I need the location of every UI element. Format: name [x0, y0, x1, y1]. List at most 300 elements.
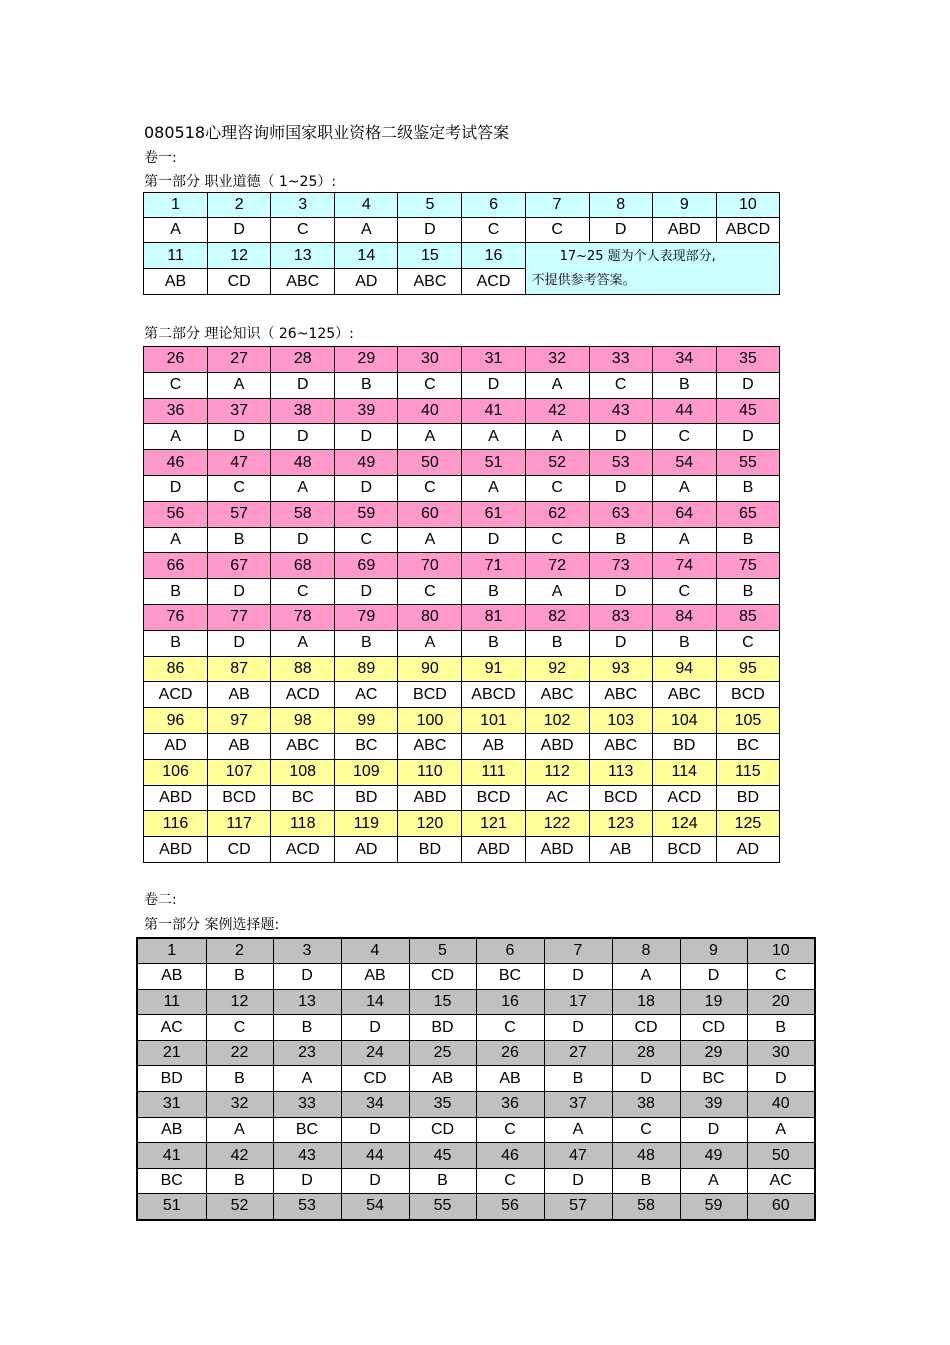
question-number-cell: 106 [144, 759, 208, 785]
answer-cell: CD [341, 1066, 409, 1092]
table-row [137, 989, 815, 1015]
question-number-cell: 9 [652, 193, 716, 218]
answer-cell: B [525, 630, 589, 656]
answer-cell: B [747, 1015, 815, 1041]
question-number-cell: 46 [476, 1143, 544, 1169]
answer-cell: C [208, 475, 271, 501]
table-row [137, 1066, 815, 1092]
question-number-cell: 98 [271, 708, 335, 734]
question-number-cell: 110 [398, 759, 462, 785]
question-number-cell: 40 [747, 1092, 815, 1118]
question-number-cell: 23 [273, 1040, 341, 1066]
question-number-cell: 20 [747, 989, 815, 1015]
answer-cell: C [462, 218, 525, 243]
question-number-cell: 80 [398, 604, 462, 630]
question-number-cell: 81 [462, 604, 525, 630]
question-number-cell: 3 [271, 193, 335, 218]
answer-cell: AD [335, 837, 398, 863]
question-number-cell: 62 [525, 501, 589, 527]
answer-cell: B [589, 527, 652, 553]
answer-cell: D [271, 424, 335, 450]
question-number-cell: 45 [409, 1143, 476, 1169]
answer-cell: ABC [652, 682, 716, 708]
answer-cell: B [144, 630, 208, 656]
answer-cell: C [652, 579, 716, 605]
answer-cell: D [589, 579, 652, 605]
question-number-cell: 53 [589, 450, 652, 476]
answer-cell: AD [144, 733, 208, 759]
table-row [144, 372, 780, 398]
question-number-cell: 118 [271, 811, 335, 837]
answer-cell: A [525, 579, 589, 605]
table-row [144, 527, 780, 553]
answer-cell: D [335, 475, 398, 501]
answer-cell: D [273, 964, 341, 990]
question-number-cell: 57 [544, 1194, 612, 1220]
question-number-cell: 84 [652, 604, 716, 630]
answer-cell: ABC [398, 733, 462, 759]
answer-cell: ABD [462, 837, 525, 863]
question-number-cell: 114 [652, 759, 716, 785]
answer-cell: ABC [525, 682, 589, 708]
question-number-cell: 74 [652, 553, 716, 579]
answer-cell: ABCD [462, 682, 525, 708]
question-number-cell: 30 [747, 1040, 815, 1066]
answer-cell: ABCD [716, 218, 779, 243]
answer-cell: AB [144, 269, 208, 295]
question-number-cell: 27 [544, 1040, 612, 1066]
question-number-cell: 104 [652, 708, 716, 734]
table-row [144, 424, 780, 450]
case-answer-table [136, 937, 816, 1221]
table-row [137, 1194, 815, 1220]
question-number-cell: 16 [462, 243, 525, 269]
answer-cell: A [462, 424, 525, 450]
question-number-cell: 68 [271, 553, 335, 579]
question-number-cell: 43 [589, 398, 652, 424]
question-number-cell: 60 [747, 1194, 815, 1220]
table-row [144, 475, 780, 501]
answer-cell: D [208, 218, 271, 243]
table-row [144, 553, 780, 579]
question-number-cell: 46 [144, 450, 208, 476]
question-number-cell: 58 [271, 501, 335, 527]
answer-cell: D [335, 424, 398, 450]
question-number-cell: 51 [462, 450, 525, 476]
question-number-cell: 108 [271, 759, 335, 785]
answer-cell: BD [137, 1066, 206, 1092]
table-row [144, 656, 780, 682]
table-row [144, 193, 780, 218]
answer-cell: D [208, 424, 271, 450]
answer-cell: AD [716, 837, 779, 863]
question-number-cell: 112 [525, 759, 589, 785]
question-number-cell: 107 [208, 759, 271, 785]
question-number-cell: 97 [208, 708, 271, 734]
answer-cell: A [271, 475, 335, 501]
question-number-cell: 38 [612, 1092, 680, 1118]
answer-cell: ABC [271, 269, 335, 295]
answer-cell: AB [208, 733, 271, 759]
answer-cell: C [476, 1168, 544, 1194]
answer-cell: ABC [589, 682, 652, 708]
answer-cell: B [652, 630, 716, 656]
question-number-cell: 3 [273, 938, 341, 964]
answer-cell: BC [716, 733, 779, 759]
question-number-cell: 13 [271, 243, 335, 269]
page-title: 080518心理咨询师国家职业资格二级鉴定考试答案 [144, 123, 510, 142]
note-line: 17~25 题为个人表现部分, [559, 248, 716, 264]
table-row [137, 1168, 815, 1194]
answer-cell: BCD [462, 785, 525, 811]
question-number-cell: 122 [525, 811, 589, 837]
table-row [144, 398, 780, 424]
question-number-cell: 45 [716, 398, 779, 424]
question-number-cell: 27 [208, 347, 271, 373]
question-number-cell: 12 [206, 989, 273, 1015]
question-number-cell: 16 [476, 989, 544, 1015]
answer-cell: D [716, 372, 779, 398]
answer-cell: D [589, 475, 652, 501]
question-number-cell: 29 [335, 347, 398, 373]
question-number-cell: 32 [525, 347, 589, 373]
answer-cell: B [462, 579, 525, 605]
answer-cell: A [398, 527, 462, 553]
answer-cell: BC [271, 785, 335, 811]
question-number-cell: 39 [335, 398, 398, 424]
question-number-cell: 34 [652, 347, 716, 373]
question-number-cell: 44 [341, 1143, 409, 1169]
answer-cell: B [652, 372, 716, 398]
answer-cell: C [612, 1117, 680, 1143]
table-row [144, 837, 780, 863]
question-number-cell: 50 [398, 450, 462, 476]
question-number-cell: 94 [652, 656, 716, 682]
answer-cell: D [273, 1168, 341, 1194]
question-number-cell: 54 [652, 450, 716, 476]
question-number-cell: 32 [206, 1092, 273, 1118]
answer-cell: A [271, 630, 335, 656]
question-number-cell: 59 [680, 1194, 747, 1220]
answer-cell: ABC [589, 733, 652, 759]
answer-cell: A [747, 1117, 815, 1143]
answer-cell: D [680, 1117, 747, 1143]
answer-cell: BCD [716, 682, 779, 708]
question-number-cell: 37 [208, 398, 271, 424]
question-number-cell: 41 [137, 1143, 206, 1169]
answer-cell: A [612, 964, 680, 990]
question-number-cell: 33 [273, 1092, 341, 1118]
question-number-cell: 1 [137, 938, 206, 964]
answer-cell: A [335, 218, 398, 243]
answer-cell: D [341, 1117, 409, 1143]
question-number-cell: 90 [398, 656, 462, 682]
question-number-cell: 96 [144, 708, 208, 734]
table-row [144, 218, 780, 243]
answer-cell: ACD [462, 269, 525, 295]
question-number-cell: 40 [398, 398, 462, 424]
question-number-cell: 49 [335, 450, 398, 476]
question-number-cell: 11 [144, 243, 208, 269]
question-number-cell: 26 [476, 1040, 544, 1066]
answer-cell: D [462, 527, 525, 553]
question-number-cell: 86 [144, 656, 208, 682]
answer-cell: A [544, 1117, 612, 1143]
question-number-cell: 35 [409, 1092, 476, 1118]
answer-cell: D [208, 630, 271, 656]
question-number-cell: 99 [335, 708, 398, 734]
question-number-cell: 2 [206, 938, 273, 964]
answer-cell: B [409, 1168, 476, 1194]
question-number-cell: 2 [208, 193, 271, 218]
question-number-cell: 14 [335, 243, 398, 269]
answer-cell: AB [208, 682, 271, 708]
answer-cell: CD [208, 269, 271, 295]
answer-cell: D [341, 1168, 409, 1194]
question-number-cell: 43 [273, 1143, 341, 1169]
question-number-cell: 105 [716, 708, 779, 734]
question-number-cell: 58 [612, 1194, 680, 1220]
question-number-cell: 25 [409, 1040, 476, 1066]
question-number-cell: 7 [525, 193, 589, 218]
question-number-cell: 67 [208, 553, 271, 579]
answer-cell: CD [409, 1117, 476, 1143]
table-row [144, 811, 780, 837]
question-number-cell: 124 [652, 811, 716, 837]
question-number-cell: 113 [589, 759, 652, 785]
answer-cell: A [652, 527, 716, 553]
question-number-cell: 79 [335, 604, 398, 630]
answer-cell: BC [476, 964, 544, 990]
question-number-cell: 75 [716, 553, 779, 579]
answer-cell: AC [137, 1015, 206, 1041]
answer-cell: B [335, 630, 398, 656]
answer-cell: AB [462, 733, 525, 759]
paper1-part1-label: 第一部分 职业道德（ 1~25）: [144, 174, 337, 190]
answer-cell: A [525, 424, 589, 450]
answer-cell: ACD [271, 682, 335, 708]
answer-cell: C [589, 372, 652, 398]
question-number-cell: 10 [747, 938, 815, 964]
question-number-cell: 21 [137, 1040, 206, 1066]
answer-cell: BD [398, 837, 462, 863]
answer-cell: B [206, 1066, 273, 1092]
answer-cell: ABD [144, 837, 208, 863]
answer-cell: CD [409, 964, 476, 990]
question-number-cell: 55 [716, 450, 779, 476]
answer-cell: AB [137, 964, 206, 990]
answer-cell: AC [747, 1168, 815, 1194]
answer-cell: C [525, 218, 589, 243]
question-number-cell: 109 [335, 759, 398, 785]
question-number-cell: 42 [206, 1143, 273, 1169]
question-number-cell: 18 [612, 989, 680, 1015]
answer-cell: C [144, 372, 208, 398]
answer-cell: B [716, 579, 779, 605]
question-number-cell: 69 [335, 553, 398, 579]
table-row [144, 579, 780, 605]
question-number-cell: 28 [271, 347, 335, 373]
answer-cell: ABD [398, 785, 462, 811]
answer-cell: D [680, 964, 747, 990]
question-number-cell: 15 [398, 243, 462, 269]
question-number-cell: 52 [525, 450, 589, 476]
answer-cell: ACD [144, 682, 208, 708]
answer-cell: C [271, 579, 335, 605]
question-number-cell: 29 [680, 1040, 747, 1066]
answer-cell: B [716, 527, 779, 553]
answer-cell: D [271, 527, 335, 553]
question-number-cell: 33 [589, 347, 652, 373]
question-number-cell: 48 [612, 1143, 680, 1169]
table-row [137, 1117, 815, 1143]
answer-cell: BCD [589, 785, 652, 811]
answer-cell: A [398, 424, 462, 450]
table-row [144, 733, 780, 759]
answer-cell: A [398, 630, 462, 656]
table-row [144, 630, 780, 656]
answer-cell: ABD [144, 785, 208, 811]
question-number-cell: 119 [335, 811, 398, 837]
answer-cell: C [398, 475, 462, 501]
question-number-cell: 71 [462, 553, 525, 579]
answer-cell: BC [137, 1168, 206, 1194]
answer-cell: B [612, 1168, 680, 1194]
answer-cell: BCD [208, 785, 271, 811]
answer-cell: D [589, 424, 652, 450]
question-number-cell: 8 [612, 938, 680, 964]
question-number-cell: 15 [409, 989, 476, 1015]
answer-cell: C [525, 475, 589, 501]
question-number-cell: 31 [462, 347, 525, 373]
question-number-cell: 63 [589, 501, 652, 527]
question-number-cell: 52 [206, 1194, 273, 1220]
answer-cell: D [271, 372, 335, 398]
question-number-cell: 125 [716, 811, 779, 837]
question-number-cell: 26 [144, 347, 208, 373]
question-number-cell: 47 [208, 450, 271, 476]
answer-cell: D [144, 475, 208, 501]
answer-cell: C [206, 1015, 273, 1041]
question-number-cell: 17 [544, 989, 612, 1015]
question-number-cell: 24 [341, 1040, 409, 1066]
answer-cell: ABC [271, 733, 335, 759]
table-row [137, 1143, 815, 1169]
question-number-cell: 72 [525, 553, 589, 579]
question-number-cell: 57 [208, 501, 271, 527]
question-number-cell: 60 [398, 501, 462, 527]
answer-cell: D [335, 579, 398, 605]
question-number-cell: 39 [680, 1092, 747, 1118]
answer-cell: AB [137, 1117, 206, 1143]
question-number-cell: 12 [208, 243, 271, 269]
answer-cell: D [544, 1015, 612, 1041]
answer-cell: A [144, 218, 208, 243]
question-number-cell: 35 [716, 347, 779, 373]
question-number-cell: 4 [335, 193, 398, 218]
question-number-cell: 65 [716, 501, 779, 527]
question-number-cell: 70 [398, 553, 462, 579]
question-number-cell: 100 [398, 708, 462, 734]
table-row [137, 1092, 815, 1118]
question-number-cell: 48 [271, 450, 335, 476]
question-number-cell: 115 [716, 759, 779, 785]
answer-cell: BD [409, 1015, 476, 1041]
question-number-cell: 30 [398, 347, 462, 373]
table-row [144, 759, 780, 785]
question-number-cell: 95 [716, 656, 779, 682]
answer-cell: B [208, 527, 271, 553]
answer-cell: ABD [652, 218, 716, 243]
question-number-cell: 6 [476, 938, 544, 964]
answer-cell: A [144, 424, 208, 450]
answer-cell: A [525, 372, 589, 398]
question-number-cell: 50 [747, 1143, 815, 1169]
table-row [144, 682, 780, 708]
question-number-cell: 44 [652, 398, 716, 424]
question-number-cell: 53 [273, 1194, 341, 1220]
answer-cell: A [680, 1168, 747, 1194]
table-row [144, 604, 780, 630]
question-number-cell: 4 [341, 938, 409, 964]
answer-cell: C [335, 527, 398, 553]
question-number-cell: 61 [462, 501, 525, 527]
question-number-cell: 47 [544, 1143, 612, 1169]
question-number-cell: 9 [680, 938, 747, 964]
answer-cell: CD [612, 1015, 680, 1041]
answer-cell: BC [273, 1117, 341, 1143]
question-number-cell: 37 [544, 1092, 612, 1118]
answer-cell: D [398, 218, 462, 243]
answer-cell: ABC [398, 269, 462, 295]
question-number-cell: 87 [208, 656, 271, 682]
answer-cell: B [716, 475, 779, 501]
answer-cell: A [208, 372, 271, 398]
answer-cell: ABD [525, 733, 589, 759]
answer-cell: ABD [525, 837, 589, 863]
answer-cell: C [652, 424, 716, 450]
table-row [144, 243, 780, 269]
question-number-cell: 11 [137, 989, 206, 1015]
question-number-cell: 13 [273, 989, 341, 1015]
question-number-cell: 56 [144, 501, 208, 527]
answer-cell: C [716, 630, 779, 656]
answer-cell: A [462, 475, 525, 501]
table-row [144, 501, 780, 527]
question-number-cell: 36 [144, 398, 208, 424]
table-row [137, 964, 815, 990]
answer-cell: B [544, 1066, 612, 1092]
answer-cell: AB [589, 837, 652, 863]
table-row [144, 785, 780, 811]
answer-cell: AC [525, 785, 589, 811]
question-number-cell: 34 [341, 1092, 409, 1118]
question-number-cell: 102 [525, 708, 589, 734]
table-row [144, 450, 780, 476]
table-row [144, 347, 780, 373]
answer-cell: AB [341, 964, 409, 990]
question-number-cell: 51 [137, 1194, 206, 1220]
answer-cell: D [716, 424, 779, 450]
question-number-cell: 73 [589, 553, 652, 579]
answer-cell: BCD [398, 682, 462, 708]
answer-cell: D [341, 1015, 409, 1041]
question-number-cell: 64 [652, 501, 716, 527]
question-number-cell: 116 [144, 811, 208, 837]
answer-cell: BCD [652, 837, 716, 863]
question-number-cell: 10 [716, 193, 779, 218]
question-number-cell: 66 [144, 553, 208, 579]
